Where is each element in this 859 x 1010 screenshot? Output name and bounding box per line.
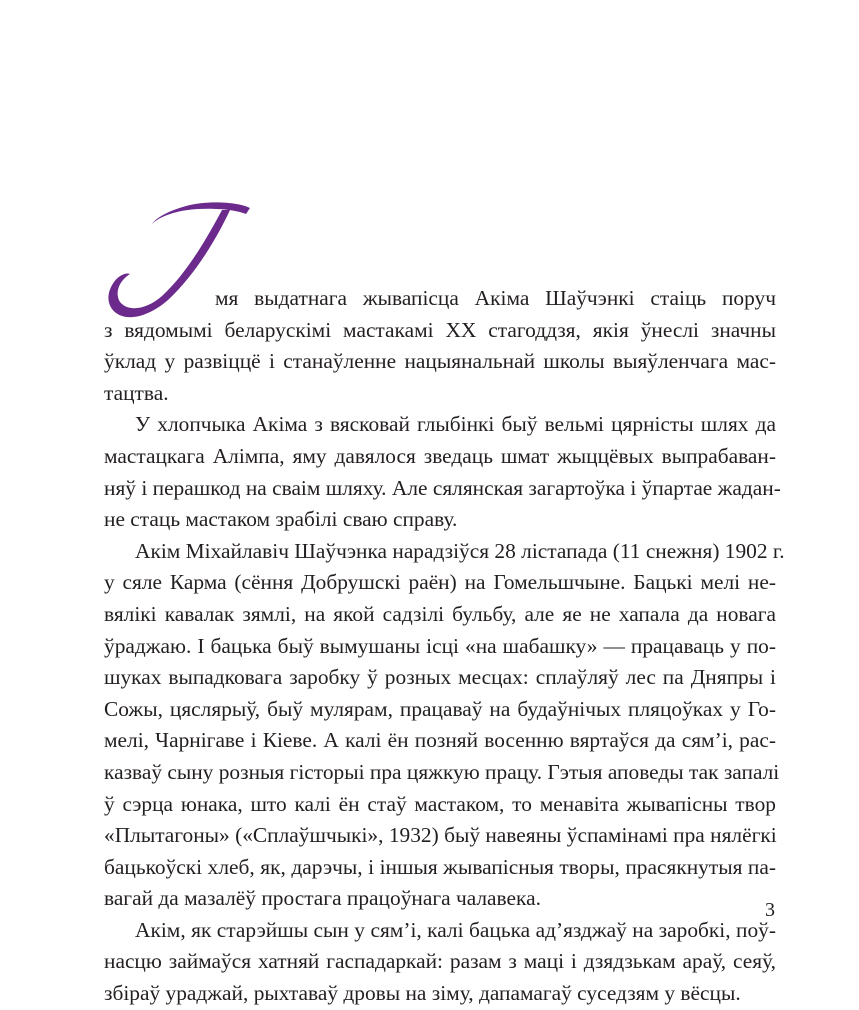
- text-line: мастацкага Алімпа, яму давялося зведаць шмат жыццёвых выпрабаван-: [104, 443, 776, 468]
- text-line: Акім Міхайлавіч Шаўчэнка нарадзіўся 28 лістапада (11 снежня) 1902 г.: [135, 538, 785, 563]
- paragraph-2: [104, 409, 781, 535]
- text-line: не стаць мастаком зрабілі сваю справу.: [104, 507, 458, 532]
- text-line: ўраджаю. І бацька быў вымушаны ісці «на шабашку» — працаваць у по-: [104, 633, 776, 658]
- text-line: мя выдатнага жывапісца Акіма Шаўчэнкі стаіць поруч: [215, 286, 776, 310]
- text-line: ўклад у развіццё і станаўленне нацыянальнай школы выяўленчага мас-: [104, 349, 776, 374]
- text-line: казваў сыну розныя гісторыі пра цяжкую працу. Гэтыя аповеды так запалі: [104, 759, 780, 784]
- text-line: бацькоўскі хлеб, як, дарэчы, і іншыя жывапісныя творы, прасякнутыя па-: [104, 854, 776, 879]
- paragraph-1: [104, 283, 776, 409]
- page-number: 3: [765, 899, 775, 921]
- body-text: [104, 283, 785, 1010]
- text-line: Сожы, цяслярыў, быў мулярам, працаваў на будаўнічых пляцоўках у Го-: [104, 696, 776, 721]
- text-line: ў сэрца юнака, што калі ён стаў мастаком, то менавіта жывапісны твор: [104, 791, 776, 816]
- text-line: у сяле Карма (сёння Добрушскі раён) на Гомельшчыне. Бацькі мелі не-: [104, 570, 776, 595]
- text-line: тацтва.: [104, 380, 169, 405]
- text-line: шуках выпадковага заробку ў розных месцах: сплаўляў лес па Дняпры і: [104, 665, 776, 690]
- paragraph-3: [104, 536, 785, 915]
- text-line: насцю займаўся хатняй гаспадаркай: разам з маці і дзядзькам араў, сеяў,: [104, 949, 776, 974]
- text-line: «Плытагоны» («Сплаўшчыкі», 1932) быў навеяны ўспамінамі пра нялёгкі: [104, 823, 777, 848]
- text-line: з вядомымі беларускімі мастакамі ХХ стагоддзя, якія ўнеслі значны: [104, 317, 776, 342]
- paragraph-4: [104, 915, 776, 1010]
- text-line: Акім, як старэйшы сын у сям’і, калі бацька ад’язджаў на заробкі, поў-: [135, 917, 776, 942]
- text-line: вагай да мазалёў простага працоўнага чалавека.: [104, 886, 541, 911]
- text-line: У хлопчыка Акіма з вясковай глыбінкі быў вельмі цярністы шлях да: [135, 412, 776, 437]
- text-line: мелі, Чарнігаве і Кіеве. А калі ён позняй восенню вяртаўся да сям’і, рас-: [104, 728, 776, 753]
- text-line: збіраў ураджай, рыхтаваў дровы на зіму, дапамагаў суседзям у вёсцы.: [104, 981, 741, 1006]
- text-line: няў і перашкод на сваім шляху. Але сялянская загартоўка і ўпартае жадан-: [104, 475, 781, 500]
- text-line: вялікі кавалак зямлі, на якой садзілі бульбу, але яе не хапала да новага: [104, 601, 776, 626]
